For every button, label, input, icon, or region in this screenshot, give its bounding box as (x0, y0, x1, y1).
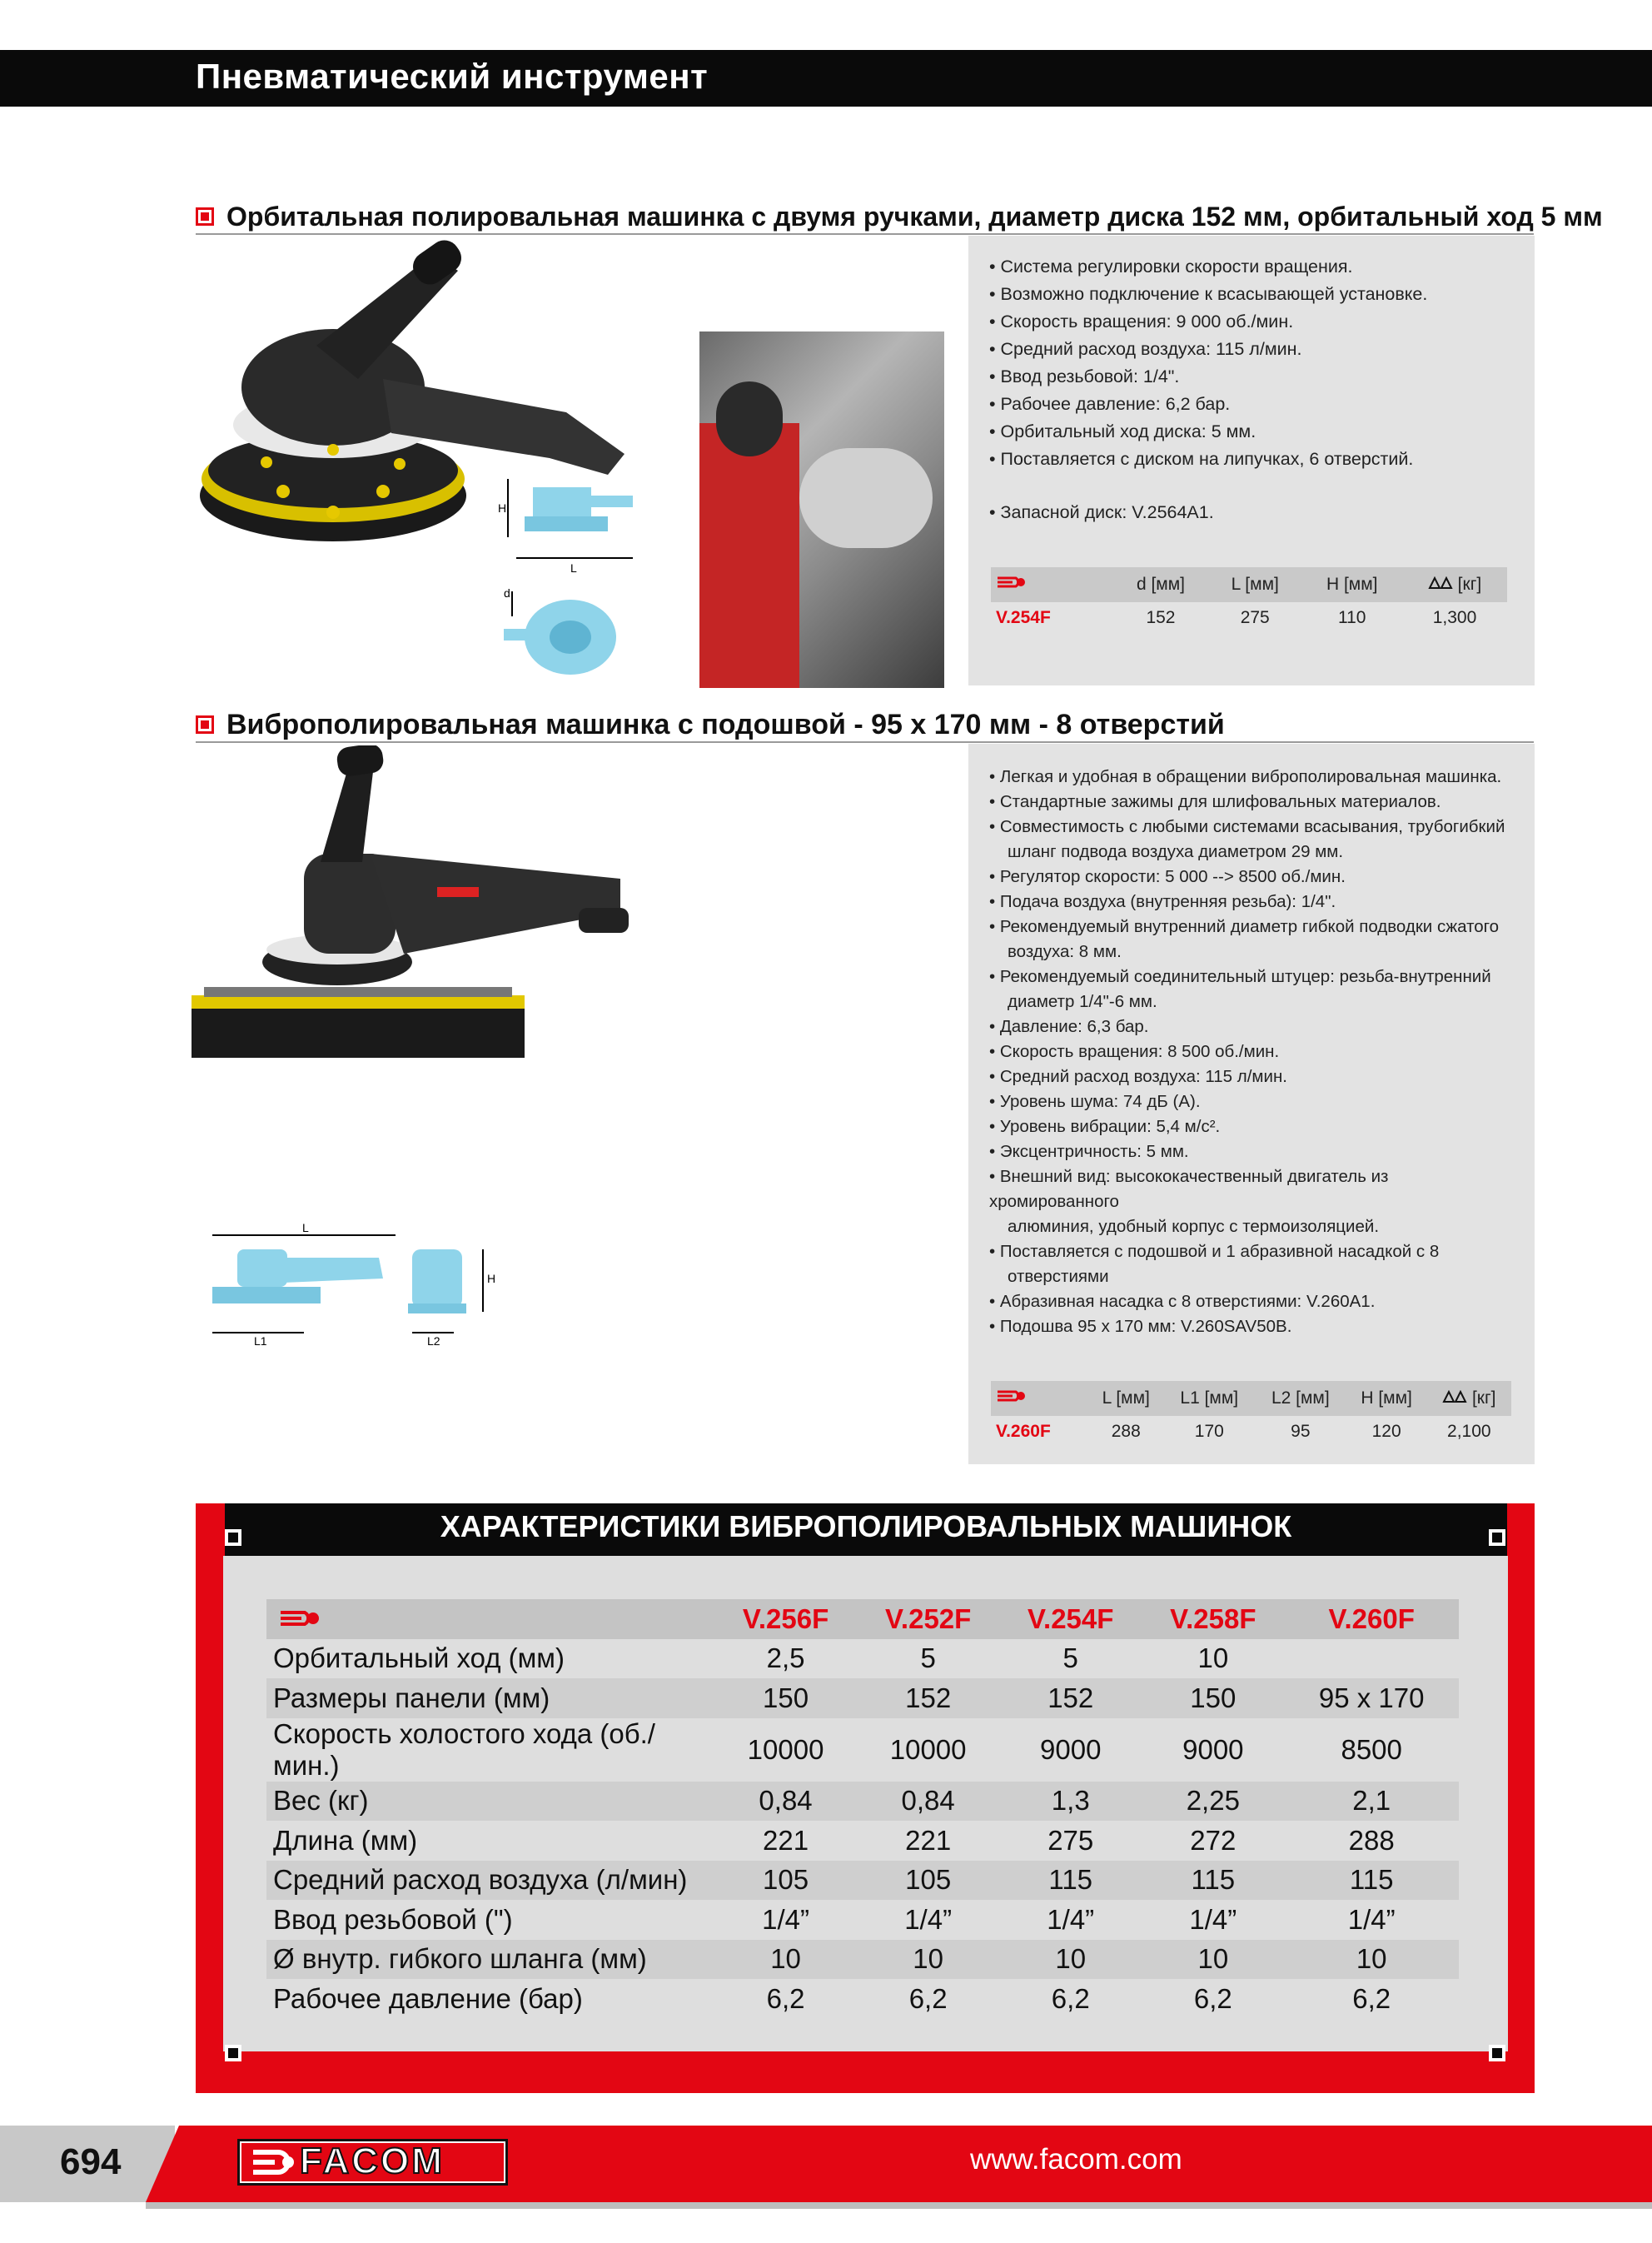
feature-item: • Внешний вид: высококачественный двигатель из хромированного (989, 1167, 1389, 1211)
feature-item: • Орбитальный ход диска: 5 мм. (989, 421, 1256, 441)
table-row (266, 1861, 1459, 1901)
model-header: V.252F (857, 1599, 999, 1639)
feature-item: • Эксцентричность: 5 мм. (989, 1142, 1189, 1161)
table-cell: 6,2 (1193, 1982, 1232, 2014)
feature-item: • Ввод резьбовой: 1/4". (989, 366, 1180, 386)
row-label: Ввод резьбовой (") (273, 1903, 513, 1935)
feature-item: • Давление: 6,3 бар. (989, 1017, 1149, 1036)
feature-item: • Скорость вращения: 8 500 об./мин. (989, 1042, 1280, 1061)
table-cell: 10 (913, 1943, 943, 1975)
characteristics-table (266, 1599, 1459, 2019)
feature-item: • Стандартные зажимы для шлифовальных материалов. (989, 792, 1441, 811)
table-cell: 1,3 (1051, 1785, 1090, 1817)
table-cell: 288 (1111, 1422, 1141, 1441)
product2-feature-list (989, 765, 1522, 1289)
column-header: L [мм] (1088, 1381, 1164, 1416)
table-cell: 2,100 (1447, 1422, 1491, 1441)
reference-icon (278, 1608, 323, 1628)
table-cell: 150 (763, 1682, 809, 1713)
row-label: Средний расход воздуха (л/мин) (273, 1864, 688, 1896)
table-cell: 221 (905, 1824, 952, 1856)
feature-item: • Уровень вибрации: 5,4 м/с². (989, 1117, 1221, 1136)
table-cell: 6,2 (908, 1982, 948, 2014)
table-cell: 10 (1055, 1943, 1087, 1975)
product2-accessories (989, 1289, 1522, 1339)
code-column-icon (991, 567, 1113, 602)
feature-item: • Средний расход воздуха: 115 л/мин. (989, 1067, 1287, 1086)
row-label: Размеры панели (мм) (273, 1682, 550, 1713)
table-cell: 6,2 (766, 1982, 805, 2014)
reference-icon (996, 1388, 1029, 1403)
feature-item: • Легкая и удобная в обращении виброполировальная машинка. (989, 767, 1502, 786)
feature-item: • Регулятор скорости: 5 000 --> 8500 об./мин. (989, 867, 1346, 886)
feature-item: • Совместимость с любыми системами всасывания, трубогибкий (989, 817, 1505, 836)
table-cell: 95 (1291, 1422, 1311, 1441)
dim-label-l: L (570, 561, 577, 575)
section-divider (196, 741, 1534, 743)
row-label: Ø внутр. гибкого шланга (мм) (273, 1943, 647, 1975)
section-marker (196, 715, 214, 734)
feature-item: • Поставляется с подошвой и 1 абразивной насадкой с 8 (989, 1242, 1440, 1261)
feature-item: алюминия, удобный корпус с термоизоляцией. (1008, 1217, 1380, 1236)
table-cell: 10 (1197, 1943, 1229, 1975)
column-header: d [мм] (1113, 567, 1208, 602)
feature-item: • Подача воздуха (внутренняя резьба): 1/4". (989, 892, 1336, 911)
product-code: V.254F (996, 608, 1051, 627)
table-cell: 150 (1190, 1682, 1237, 1713)
column-header: L [мм] (1208, 567, 1301, 602)
vibro-polisher-drawing (204, 1220, 504, 1353)
table-cell: 10 (770, 1943, 801, 1975)
feature-item: • Средний расход воздуха: 115 л/мин. (989, 339, 1302, 359)
feature-item: • Уровень шума: 74 дБ (А). (989, 1092, 1201, 1111)
corner-marker (1489, 2045, 1505, 2061)
model-header: V.258F (1142, 1599, 1284, 1639)
table-cell: 10 (1356, 1943, 1387, 1975)
orbital-polisher-drawing (491, 471, 658, 687)
table-cell: 275 (1047, 1824, 1094, 1856)
page-number: 694 (60, 2141, 122, 2182)
model-header: V.256F (714, 1599, 857, 1639)
table-row (266, 1678, 1459, 1718)
table-cell: 5 (920, 1642, 936, 1674)
table-row (266, 1900, 1459, 1940)
table-cell: 1/4” (1189, 1903, 1237, 1935)
column-header: H [мм] (1301, 567, 1402, 602)
dim-label-l2: L2 (427, 1334, 440, 1348)
worker-photo (699, 331, 944, 688)
feature-item: • Поставляется с диском на липучках, 6 отверстий. (989, 449, 1414, 469)
table-cell: 1/4” (1347, 1903, 1396, 1935)
vibro-polisher-image (187, 745, 637, 1070)
model-header: V.260F (1284, 1599, 1459, 1639)
table-cell: 1/4” (762, 1903, 809, 1935)
table-cell: 115 (1048, 1864, 1093, 1896)
table-row (266, 1821, 1459, 1861)
code-column-icon (991, 1381, 1088, 1416)
facom-emblem-icon (250, 2147, 296, 2177)
website-link[interactable]: www.facom.com (970, 2143, 1182, 2176)
row-label: Длина (мм) (273, 1824, 418, 1856)
corner-marker (225, 2045, 241, 2061)
table-cell: 120 (1371, 1422, 1401, 1441)
table-cell: 105 (905, 1864, 952, 1896)
product2-spec-table (991, 1381, 1511, 1448)
table-cell: 152 (1146, 608, 1176, 627)
row-label: Скорость холостого хода (об./мин.) (273, 1717, 655, 1781)
table-cell: 152 (905, 1682, 952, 1713)
product1-feature-list (989, 253, 1522, 473)
table-cell: 95 x 170 (1318, 1682, 1425, 1713)
reference-icon (996, 575, 1029, 590)
corner-marker (1489, 1529, 1505, 1546)
row-label: Вес (кг) (273, 1785, 369, 1817)
feature-item: • Система регулировки скорости вращения. (989, 257, 1353, 277)
table-cell: 272 (1190, 1824, 1237, 1856)
feature-item: • Возможно подключение к всасывающей установке. (989, 284, 1428, 304)
table-cell: 2,5 (766, 1642, 805, 1674)
product2-title: Виброполировальная машинка с подошвой - 95 x 170 мм - 8 отверстий (226, 709, 1225, 740)
dim-label-l1: L1 (254, 1334, 267, 1348)
column-header: L1 [мм] (1164, 1381, 1256, 1416)
table-cell: 9000 (1182, 1733, 1244, 1765)
table-cell: 2,25 (1186, 1785, 1240, 1817)
dim-label-d: d (504, 586, 510, 600)
feature-item: воздуха: 8 мм. (1008, 942, 1122, 961)
table-cell: 115 (1349, 1864, 1394, 1896)
column-header: L2 [мм] (1255, 1381, 1346, 1416)
weight-icon (1442, 1390, 1467, 1403)
table-cell: 275 (1240, 608, 1270, 627)
model-header: V.254F (999, 1599, 1142, 1639)
accessory-item: • Подошва 95 x 170 мм: V.260SAV50B. (989, 1317, 1292, 1336)
table-cell: 152 (1047, 1682, 1094, 1713)
row-label: Рабочее давление (бар) (273, 1982, 583, 2014)
page-title: Пневматический инструмент (196, 57, 709, 96)
table-row (266, 1718, 1459, 1782)
dim-label-h: H (498, 501, 507, 515)
table-cell: 221 (763, 1824, 809, 1856)
facom-logo-text: FACOM (300, 2141, 445, 2181)
product1-title: Орбитальная полировальная машинка с двумя ручками, диаметр диска 152 мм, орбитальный ход 5 мм (226, 202, 1603, 232)
table-cell: 10000 (889, 1733, 967, 1765)
table-row (266, 1639, 1459, 1679)
table-cell: 2,1 (1352, 1785, 1391, 1817)
feature-item: • Рабочее давление: 6,2 бар. (989, 394, 1231, 414)
product-code: V.260F (996, 1422, 1051, 1441)
feature-item: шланг подвода воздуха диаметром 29 мм. (1008, 842, 1344, 861)
table-cell: 105 (763, 1864, 809, 1896)
spare-part-note: • Запасной диск: V.2564A1. (989, 502, 1214, 522)
weight-icon (1428, 576, 1453, 590)
table-cell: 0,84 (759, 1785, 813, 1817)
feature-item: • Рекомендуемый соединительный штуцер: резьба-внутренний (989, 967, 1491, 986)
feature-item: диаметр 1/4"-6 мм. (1008, 992, 1157, 1011)
footer-divider (146, 2202, 1652, 2209)
column-header: [кг] (1427, 1381, 1511, 1416)
feature-item: • Скорость вращения: 9 000 об./мин. (989, 312, 1294, 331)
table-cell (1284, 1639, 1459, 1679)
table-cell: 0,84 (901, 1785, 955, 1817)
code-column-icon (266, 1599, 714, 1639)
table-cell: 115 (1191, 1864, 1236, 1896)
table-cell: 6,2 (1051, 1982, 1090, 2014)
product1-spec-table (991, 567, 1507, 634)
feature-item: • Рекомендуемый внутренний диаметр гибкой подводки сжатого (989, 917, 1500, 936)
table-row (266, 1782, 1459, 1822)
table-cell: 170 (1194, 1422, 1224, 1441)
accessory-item: • Абразивная насадка с 8 отверстиями: V.260A1. (989, 1292, 1376, 1311)
table-cell: 1/4” (904, 1903, 953, 1935)
table-cell: 5 (1062, 1642, 1078, 1674)
table-row (266, 1979, 1459, 2019)
table-cell: 288 (1348, 1824, 1395, 1856)
table-cell: 9000 (1040, 1733, 1102, 1765)
table-cell: 1/4” (1047, 1903, 1095, 1935)
characteristics-title: ХАРАКТЕРИСТИКИ ВИБРОПОЛИРОВАЛЬНЫХ МАШИНОК (440, 1509, 1292, 1543)
table-cell: 10 (1197, 1642, 1229, 1674)
table-row (266, 1940, 1459, 1980)
table-cell: 6,2 (1352, 1982, 1391, 2014)
dim-label-h: H (487, 1272, 496, 1285)
column-header: H [мм] (1346, 1381, 1427, 1416)
section-marker (196, 207, 214, 226)
table-cell: 8500 (1341, 1733, 1402, 1765)
section-divider (196, 233, 1534, 235)
table-cell: 10000 (747, 1733, 824, 1765)
row-label: Орбитальный ход (мм) (273, 1642, 565, 1674)
dim-label-l: L (302, 1221, 309, 1234)
table-cell: 110 (1338, 608, 1366, 627)
feature-item: отверстиями (1008, 1267, 1109, 1286)
table-cell: 1,300 (1432, 608, 1477, 627)
corner-marker (225, 1529, 241, 1546)
column-header: [кг] (1402, 567, 1507, 602)
